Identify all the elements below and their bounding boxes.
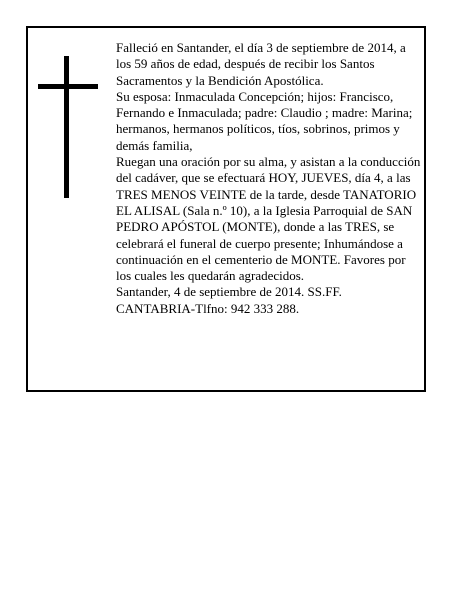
date-line: Santander, 4 de septiembre de 2014. SS.FF. [116, 284, 342, 300]
notice-text [116, 40, 422, 317]
cross-icon [38, 56, 98, 198]
family-list: Su esposa: Inmaculada Concepción; hijos: Francisco, Fernando e Inmaculada; padre: Claudio ; madre: Marina; hermanos, hermanos políticos, tíos, sobrinos, primos y demás familia, [116, 88, 413, 153]
cross-horizontal-bar [38, 84, 98, 89]
contact-line: CANTABRIA-Tlfno: 942 333 288. [116, 300, 300, 316]
funeral-details: Ruegan una oración por su alma, y asistan a la conducción del cadáver, que se efectuará HOY, JUEVES, día 4, a las TRES MENOS VEINTE de la tarde, desde TANATORIO EL ALISAL (Sala n.º 10), a la Iglesia Parroquial de SAN PEDRO APÓSTOL (MONTE), donde a las TRES, se celebrará el funeral de cuerpo presente; Inhumándose a continuación en el cementerio de MONTE. Favores por los cuales les quedarán agradecidos. [116, 154, 421, 284]
cross-vertical-bar [64, 56, 69, 198]
obituary-notice [26, 26, 426, 392]
death-announcement: Falleció en Santander, el día 3 de septiembre de 2014, a los 59 años de edad, después de recibir los Santos Sacramentos y la Bendición Apostólica. [116, 40, 406, 88]
